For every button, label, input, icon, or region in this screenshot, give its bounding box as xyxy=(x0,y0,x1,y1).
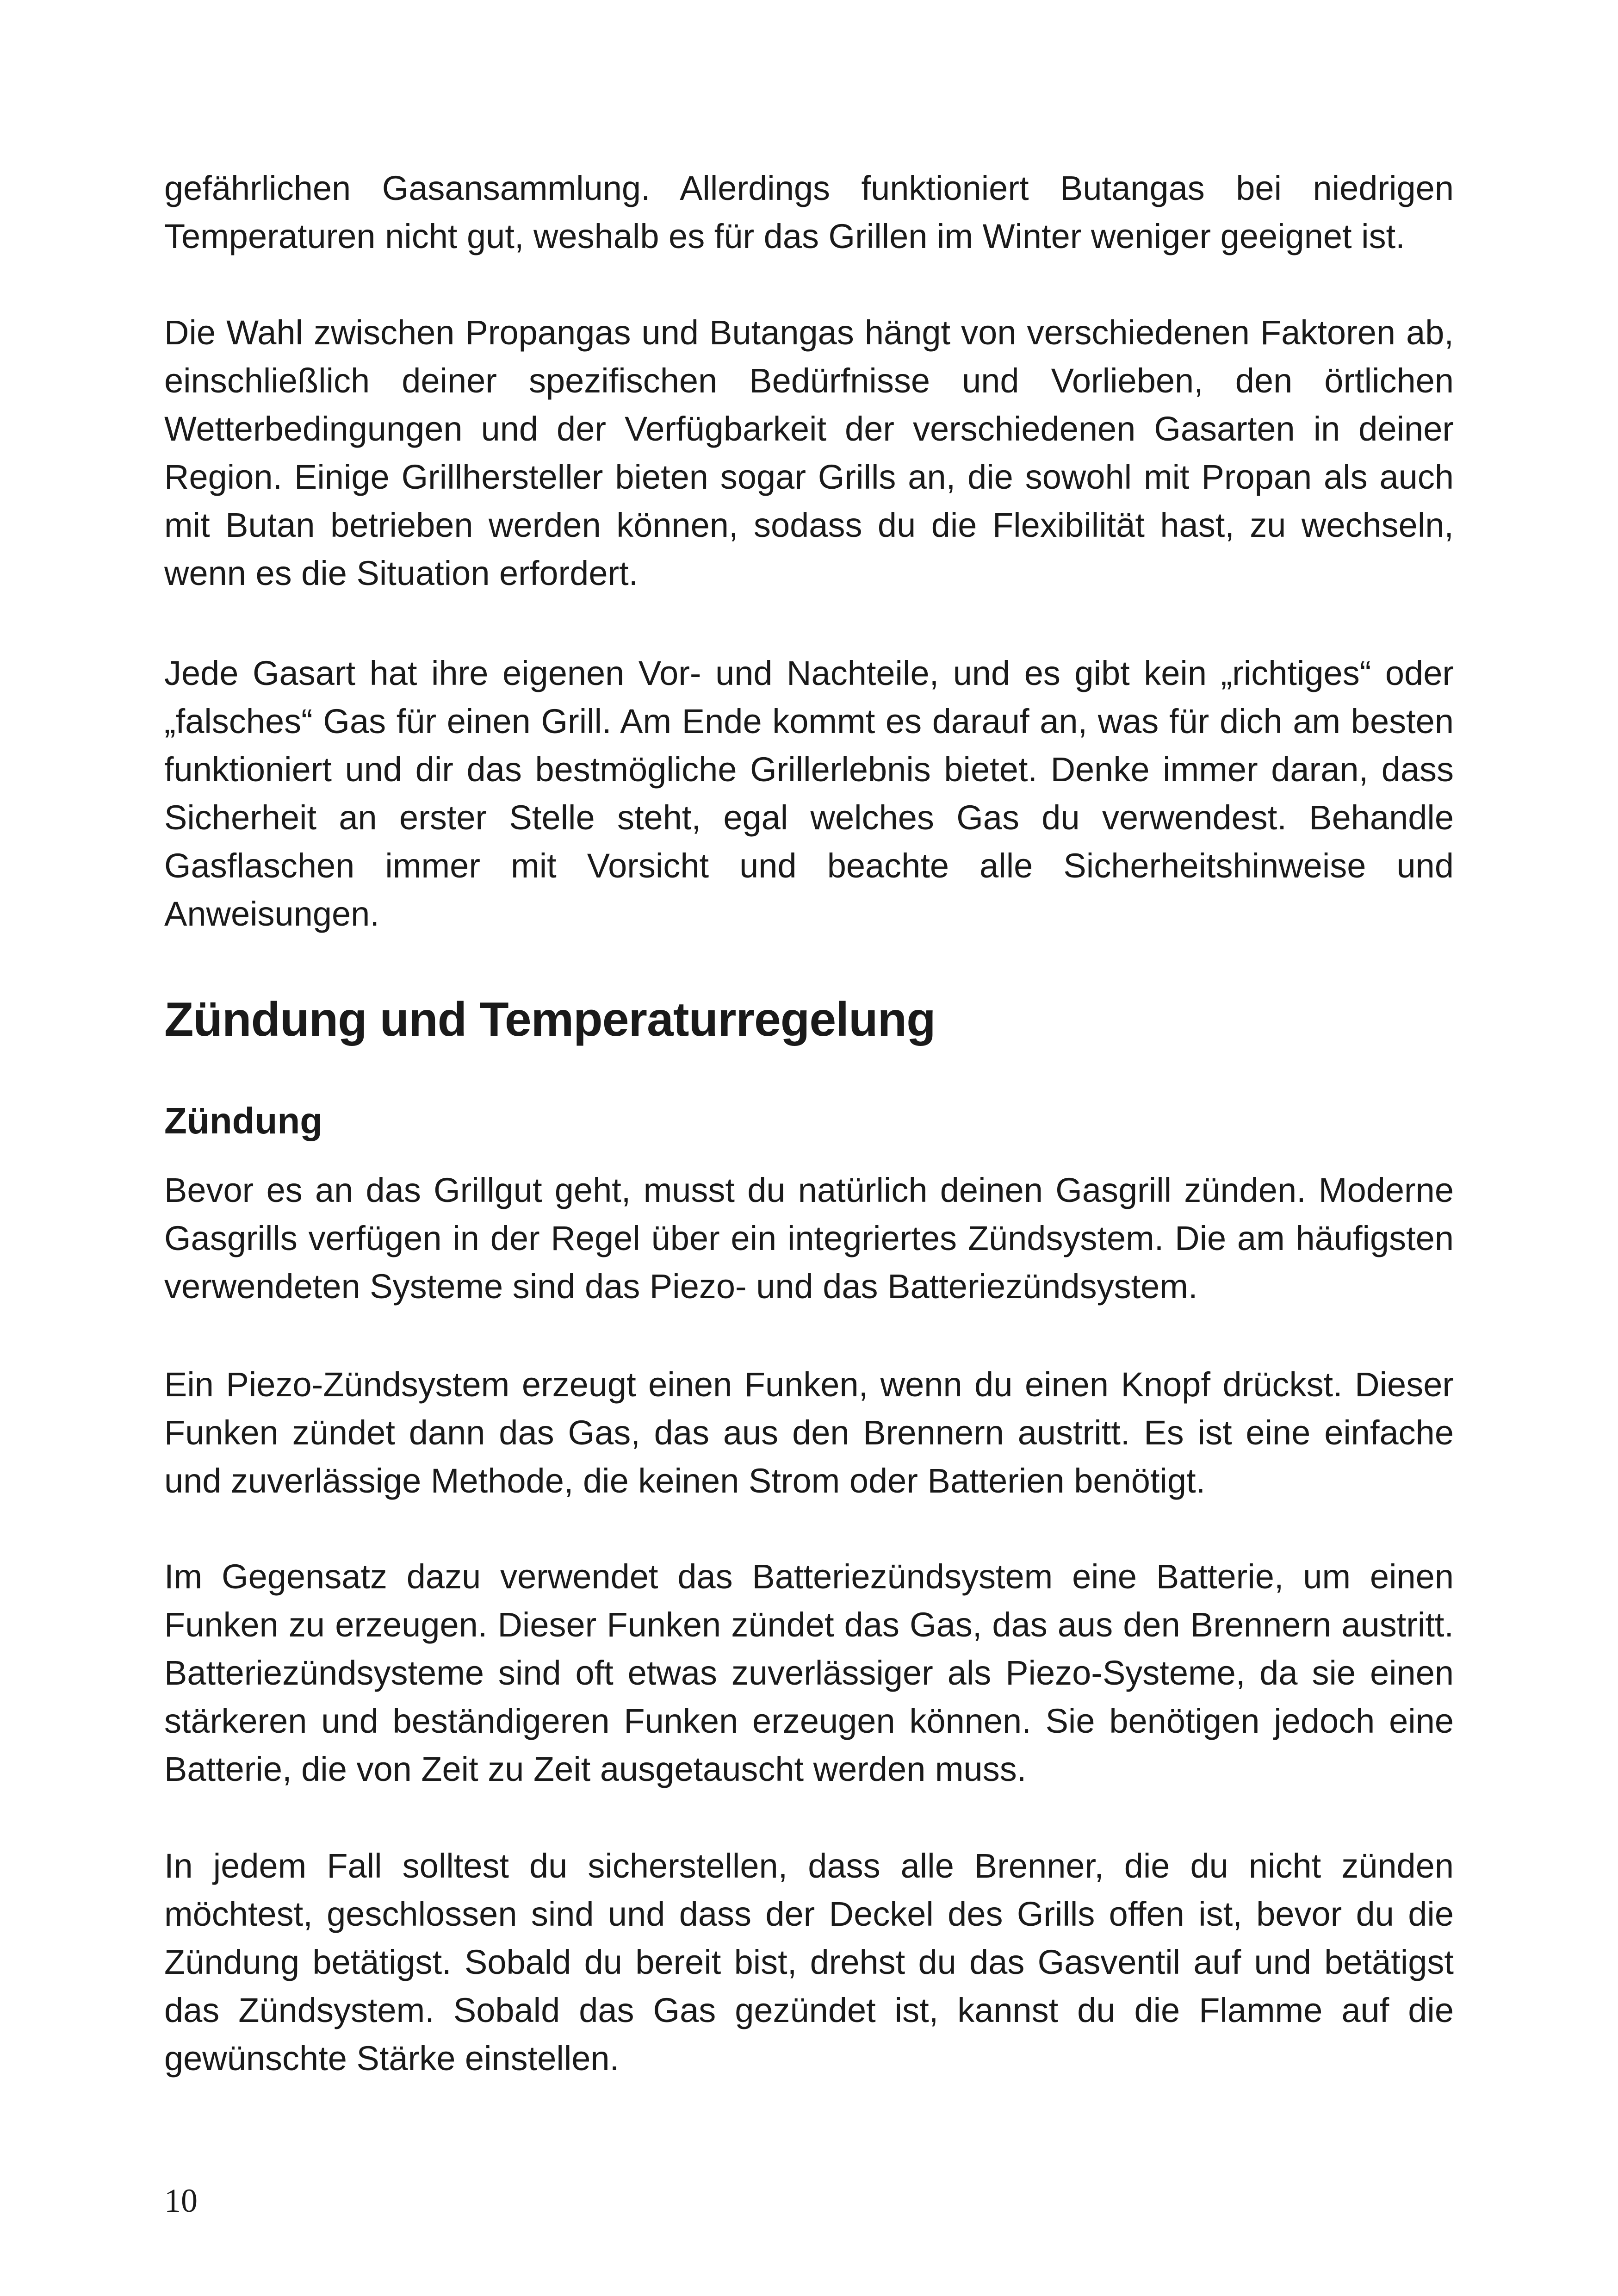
paragraph-ignition-intro xyxy=(164,1166,1454,1311)
paragraph-safety xyxy=(164,1842,1454,2083)
section-heading: Zündung und Temperaturregelung xyxy=(164,993,936,1046)
paragraph-gas-choice xyxy=(164,309,1454,597)
body-paragraph: Jede Gasart hat ihre eigenen Vor- und Nachteile, und es gibt kein „richtiges“ oder „falsches“ Gas für einen Grill. Am Ende kommt es darauf an, was für dich am besten funktioniert und dir das bestmögliche Grillerlebnis bietet. Denke immer daran, dass Sicherheit an erster Stelle steht, egal welches Gas du verwendest. Behandle Gasflaschen immer mit Vorsicht und beachte alle Sicherheitshinweise und Anweisungen. xyxy=(164,654,1454,933)
page-number: 10 xyxy=(164,2182,198,2219)
body-paragraph: In jedem Fall solltest du sicherstellen, dass alle Brenner, die du nicht zünden möchtest, geschlossen sind und dass der Deckel des Grills offen ist, bevor du die Zündung betätigst. Sobald du bereit bist, drehst du das Gasventil auf und betätigst das Zündsystem. Sobald das Gas gezündet ist, kannst du die Flamme auf die gewünschte Stärke einstellen. xyxy=(164,1847,1454,2078)
sub-heading-block xyxy=(164,1097,1454,1145)
body-paragraph: gefährlichen Gasansammlung. Allerdings funktioniert Butangas bei niedrigen Temperaturen nicht gut, weshalb es für das Grillen im Winter weniger geeignet ist. xyxy=(164,169,1454,255)
paragraph-battery xyxy=(164,1553,1454,1793)
paragraph-piezo xyxy=(164,1361,1454,1505)
paragraph-gas-pros-cons xyxy=(164,649,1454,938)
sub-heading: Zündung xyxy=(164,1100,323,1141)
paragraph-gas-accumulation xyxy=(164,164,1454,261)
body-paragraph: Bevor es an das Grillgut geht, musst du natürlich deinen Gasgrill zünden. Moderne Gasgrills verfügen in der Regel über ein integriertes Zündsystem. Die am häufigsten verwendeten Systeme sind das Piezo- und das Batteriezündsystem. xyxy=(164,1171,1454,1306)
body-paragraph: Im Gegensatz dazu verwendet das Batteriezündsystem eine Batterie, um einen Funken zu erzeugen. Dieser Funken zündet das Gas, das aus den Brennern austritt. Batteriezündsysteme sind oft etwas zuverlässiger als Piezo-Systeme, da sie einen stärkeren und beständigeren Funken erzeugen können. Sie benötigen jedoch eine Batterie, die von Zeit zu Zeit ausgetauscht werden muss. xyxy=(164,1557,1454,1788)
body-paragraph: Die Wahl zwischen Propangas und Butangas hängt von verschiedenen Faktoren ab, einschließlich deiner spezifischen Bedürfnisse und Vorlieben, den örtlichen Wetterbedingungen und der Verfügbarkeit der verschiedenen Gasarten in deiner Region. Einige Grillhersteller bieten sogar Grills an, die sowohl mit Propan als auch mit Butan betrieben werden können, sodass du die Flexibilität hast, zu wechseln, wenn es die Situation erfordert. xyxy=(164,313,1454,592)
body-paragraph: Ein Piezo-Zündsystem erzeugt einen Funken, wenn du einen Knopf drückst. Dieser Funken zündet dann das Gas, das aus den Brennern austritt. Es ist eine einfache und zuverlässige Methode, die keinen Strom oder Batterien benötigt. xyxy=(164,1365,1454,1500)
section-heading-block xyxy=(164,989,1454,1050)
